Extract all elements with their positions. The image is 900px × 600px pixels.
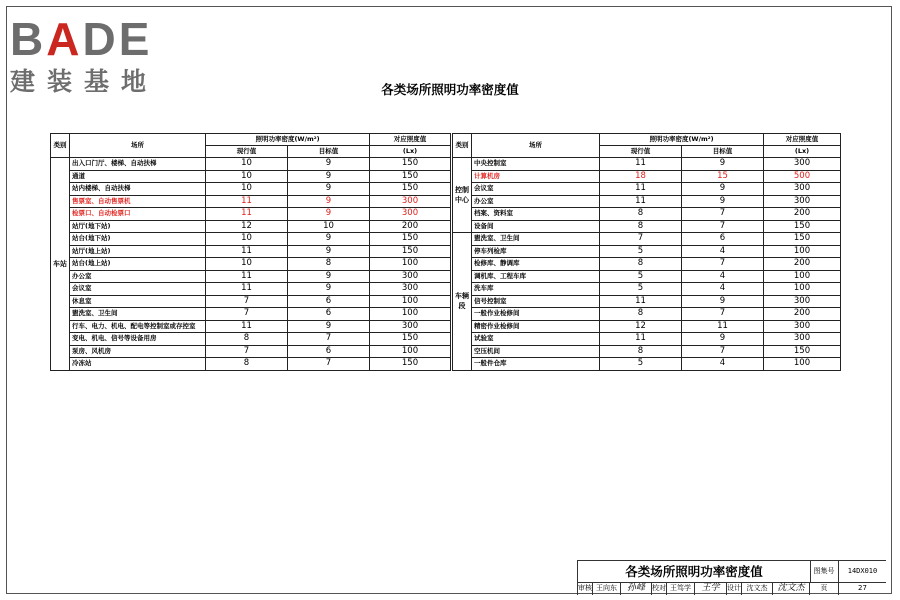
header-place: 场所 (472, 134, 600, 158)
header-illum: 对应照度值 (764, 134, 841, 146)
table-row (51, 220, 451, 233)
header-category: 类别 (51, 134, 70, 158)
target-value-cell: 9 (288, 245, 370, 258)
header-illum: 对应照度值 (370, 134, 451, 146)
place-cell: 出入口门厅、楼梯、自动扶梯 (70, 158, 206, 171)
place-cell: 空压机间 (472, 345, 600, 358)
review-label: 审核 (578, 582, 593, 595)
table-row (51, 345, 451, 358)
target-value-cell: 9 (288, 195, 370, 208)
current-value-cell: 11 (206, 208, 288, 221)
header-lpd: 照明功率密度(W/m²) (600, 134, 764, 146)
place-cell: 计算机房 (472, 170, 600, 183)
place-cell: 泵房、风机房 (70, 345, 206, 358)
current-value-cell: 7 (206, 345, 288, 358)
current-value-cell: 11 (600, 295, 682, 308)
illuminance-cell: 100 (764, 283, 841, 296)
illuminance-cell: 150 (370, 183, 451, 196)
illuminance-cell: 300 (764, 320, 841, 333)
table-row (51, 283, 451, 296)
table-row (453, 183, 841, 196)
illuminance-cell: 100 (764, 270, 841, 283)
target-value-cell: 4 (682, 358, 764, 371)
header-current: 现行值 (600, 146, 682, 158)
target-value-cell: 9 (682, 195, 764, 208)
place-cell: 盥洗室、卫生间 (70, 308, 206, 321)
illuminance-cell: 150 (370, 358, 451, 371)
page-label: 页 (810, 582, 839, 595)
target-value-cell: 7 (682, 208, 764, 221)
target-value-cell: 4 (682, 283, 764, 296)
target-value-cell: 6 (288, 308, 370, 321)
current-value-cell: 10 (206, 170, 288, 183)
current-value-cell: 11 (206, 245, 288, 258)
target-value-cell: 10 (288, 220, 370, 233)
place-cell: 检票口、自动检票口 (70, 208, 206, 221)
illuminance-cell: 300 (370, 195, 451, 208)
table-row (51, 258, 451, 271)
header-place: 场所 (70, 134, 206, 158)
current-value-cell: 11 (600, 333, 682, 346)
header-illum-unit: (Lx) (370, 146, 451, 158)
place-cell: 洗车库 (472, 283, 600, 296)
current-value-cell: 10 (206, 158, 288, 171)
illuminance-cell: 150 (370, 170, 451, 183)
table-row (453, 245, 841, 258)
current-value-cell: 11 (206, 195, 288, 208)
logo (10, 14, 185, 104)
current-value-cell: 12 (206, 220, 288, 233)
table-row (51, 333, 451, 346)
current-value-cell: 8 (600, 220, 682, 233)
table-row (453, 258, 841, 271)
table-row (51, 195, 451, 208)
table-row (453, 333, 841, 346)
table-row (453, 358, 841, 371)
illuminance-cell: 150 (370, 333, 451, 346)
illuminance-cell: 150 (764, 345, 841, 358)
atlas-label: 图集号 (810, 561, 839, 582)
table-row (453, 170, 841, 183)
right-table (452, 133, 841, 371)
place-cell: 停车列检库 (472, 245, 600, 258)
table-row (453, 320, 841, 333)
header-lpd: 照明功率密度(W/m²) (206, 134, 370, 146)
illuminance-cell: 200 (370, 220, 451, 233)
target-value-cell: 9 (288, 208, 370, 221)
table-row (453, 233, 841, 246)
place-cell: 变电、机电、信号等设备用房 (70, 333, 206, 346)
illuminance-cell: 200 (764, 208, 841, 221)
table-row (51, 320, 451, 333)
table-row (51, 245, 451, 258)
illuminance-cell: 500 (764, 170, 841, 183)
place-cell: 试验室 (472, 333, 600, 346)
illuminance-cell: 300 (764, 195, 841, 208)
current-value-cell: 5 (600, 245, 682, 258)
target-value-cell: 9 (288, 183, 370, 196)
target-value-cell: 9 (288, 170, 370, 183)
place-cell: 检修库、静调库 (472, 258, 600, 271)
illuminance-cell: 200 (764, 308, 841, 321)
table-row (453, 195, 841, 208)
current-value-cell: 11 (600, 158, 682, 171)
place-cell: 中央控制室 (472, 158, 600, 171)
design-label: 设计 (727, 582, 742, 595)
table-row (51, 358, 451, 371)
current-value-cell: 11 (600, 195, 682, 208)
category-station: 车站 (51, 158, 70, 371)
header-category: 类别 (453, 134, 472, 158)
header-target: 目标值 (288, 146, 370, 158)
target-value-cell: 9 (682, 183, 764, 196)
illuminance-cell: 150 (370, 233, 451, 246)
target-value-cell: 7 (288, 333, 370, 346)
target-value-cell: 9 (288, 283, 370, 296)
target-value-cell: 7 (682, 345, 764, 358)
place-cell: 一般作业检修间 (472, 308, 600, 321)
place-cell: 会议室 (472, 183, 600, 196)
atlas-number: 14DX010 (847, 567, 878, 575)
place-cell: 一般件仓库 (472, 358, 600, 371)
illuminance-cell: 300 (764, 333, 841, 346)
illuminance-cell: 300 (370, 208, 451, 221)
table-row (453, 158, 841, 171)
target-value-cell: 9 (288, 270, 370, 283)
designer-name: 沈文杰 (742, 582, 773, 595)
header-current: 现行值 (206, 146, 288, 158)
illuminance-cell: 100 (764, 245, 841, 258)
target-value-cell: 4 (682, 270, 764, 283)
table-row (51, 308, 451, 321)
place-cell: 调机库、工程车库 (472, 270, 600, 283)
target-value-cell: 7 (288, 358, 370, 371)
place-cell: 信号控制室 (472, 295, 600, 308)
place-cell: 档案、资料室 (472, 208, 600, 221)
place-cell: 办公室 (70, 270, 206, 283)
check-label: 校对 (652, 582, 667, 595)
target-value-cell: 15 (682, 170, 764, 183)
target-value-cell: 9 (288, 158, 370, 171)
target-value-cell: 7 (682, 258, 764, 271)
current-value-cell: 5 (600, 358, 682, 371)
illuminance-cell: 300 (370, 270, 451, 283)
table-row (51, 295, 451, 308)
checker-signature: 王学 (695, 582, 727, 595)
current-value-cell: 11 (206, 320, 288, 333)
current-value-cell: 8 (600, 258, 682, 271)
current-value-cell: 12 (600, 320, 682, 333)
illuminance-cell: 100 (370, 345, 451, 358)
illuminance-cell: 100 (370, 258, 451, 271)
table-row (51, 183, 451, 196)
table-row (51, 158, 451, 171)
title-block (577, 560, 886, 595)
table-row (51, 208, 451, 221)
place-cell: 站台(地上站) (70, 258, 206, 271)
place-cell: 站厅(地下站) (70, 220, 206, 233)
page-title: 各类场所照明功率密度值 (381, 82, 519, 97)
target-value-cell: 11 (682, 320, 764, 333)
target-value-cell: 6 (682, 233, 764, 246)
illuminance-cell: 300 (370, 320, 451, 333)
illuminance-cell: 150 (764, 220, 841, 233)
checker-name: 王笃学 (667, 582, 695, 595)
current-value-cell: 11 (600, 183, 682, 196)
illuminance-cell: 300 (764, 295, 841, 308)
current-value-cell: 8 (600, 208, 682, 221)
table-row (453, 295, 841, 308)
target-value-cell: 9 (682, 158, 764, 171)
current-value-cell: 11 (206, 270, 288, 283)
left-table (50, 133, 451, 371)
place-cell: 通道 (70, 170, 206, 183)
place-cell: 会议室 (70, 283, 206, 296)
illuminance-cell: 200 (764, 258, 841, 271)
place-cell: 站台(地下站) (70, 233, 206, 246)
table-row (453, 220, 841, 233)
illuminance-cell: 100 (370, 295, 451, 308)
place-cell: 售票室、自动售票机 (70, 195, 206, 208)
target-value-cell: 7 (682, 220, 764, 233)
place-cell: 盥洗室、卫生间 (472, 233, 600, 246)
current-value-cell: 10 (206, 258, 288, 271)
current-value-cell: 10 (206, 183, 288, 196)
current-value-cell: 7 (206, 295, 288, 308)
illuminance-cell: 300 (764, 183, 841, 196)
header-illum-unit: (Lx) (764, 146, 841, 158)
table-row (51, 233, 451, 246)
place-cell: 精密作业检修间 (472, 320, 600, 333)
table-row (453, 270, 841, 283)
current-value-cell: 11 (206, 283, 288, 296)
place-cell: 站内楼梯、自动扶梯 (70, 183, 206, 196)
target-value-cell: 9 (288, 233, 370, 246)
target-value-cell: 8 (288, 258, 370, 271)
current-value-cell: 8 (206, 333, 288, 346)
place-cell: 冷冻站 (70, 358, 206, 371)
illuminance-cell: 300 (370, 283, 451, 296)
current-value-cell: 7 (206, 308, 288, 321)
place-cell: 行车、电力、机电、配电等控制室或存控室 (70, 320, 206, 333)
illuminance-cell: 150 (764, 233, 841, 246)
current-value-cell: 7 (600, 233, 682, 246)
current-value-cell: 10 (206, 233, 288, 246)
illuminance-cell: 300 (764, 158, 841, 171)
reviewer-signature: 孙峰 (621, 582, 652, 595)
table-row (453, 308, 841, 321)
current-value-cell: 5 (600, 283, 682, 296)
table-row (453, 345, 841, 358)
header-target: 目标值 (682, 146, 764, 158)
current-value-cell: 8 (206, 358, 288, 371)
logo-subtitle: 建装基地 (10, 67, 159, 96)
table-row (453, 208, 841, 221)
current-value-cell: 18 (600, 170, 682, 183)
illuminance-cell: 150 (370, 158, 451, 171)
target-value-cell: 9 (288, 320, 370, 333)
current-value-cell: 5 (600, 270, 682, 283)
place-cell: 站厅(地上站) (70, 245, 206, 258)
target-value-cell: 9 (682, 295, 764, 308)
logo-wordmark: BADE (10, 13, 153, 65)
place-cell: 办公室 (472, 195, 600, 208)
current-value-cell: 8 (600, 345, 682, 358)
table-row (51, 170, 451, 183)
target-value-cell: 6 (288, 295, 370, 308)
current-value-cell: 8 (600, 308, 682, 321)
target-value-cell: 9 (682, 333, 764, 346)
place-cell: 设备间 (472, 220, 600, 233)
title-block-title: 各类场所照明功率密度值 (578, 561, 811, 582)
illuminance-cell: 100 (764, 358, 841, 371)
designer-signature: 沈文杰 (773, 582, 810, 595)
illuminance-cell: 100 (370, 308, 451, 321)
target-value-cell: 7 (682, 308, 764, 321)
place-cell: 休息室 (70, 295, 206, 308)
table-row (51, 270, 451, 283)
target-value-cell: 4 (682, 245, 764, 258)
illuminance-cell: 150 (370, 245, 451, 258)
page-number: 27 (858, 584, 867, 592)
table-row (453, 283, 841, 296)
target-value-cell: 6 (288, 345, 370, 358)
category-control-center: 控制中心 (453, 158, 472, 233)
category-depot: 车辆段 (453, 233, 472, 371)
reviewer-name: 王向东 (593, 582, 621, 595)
